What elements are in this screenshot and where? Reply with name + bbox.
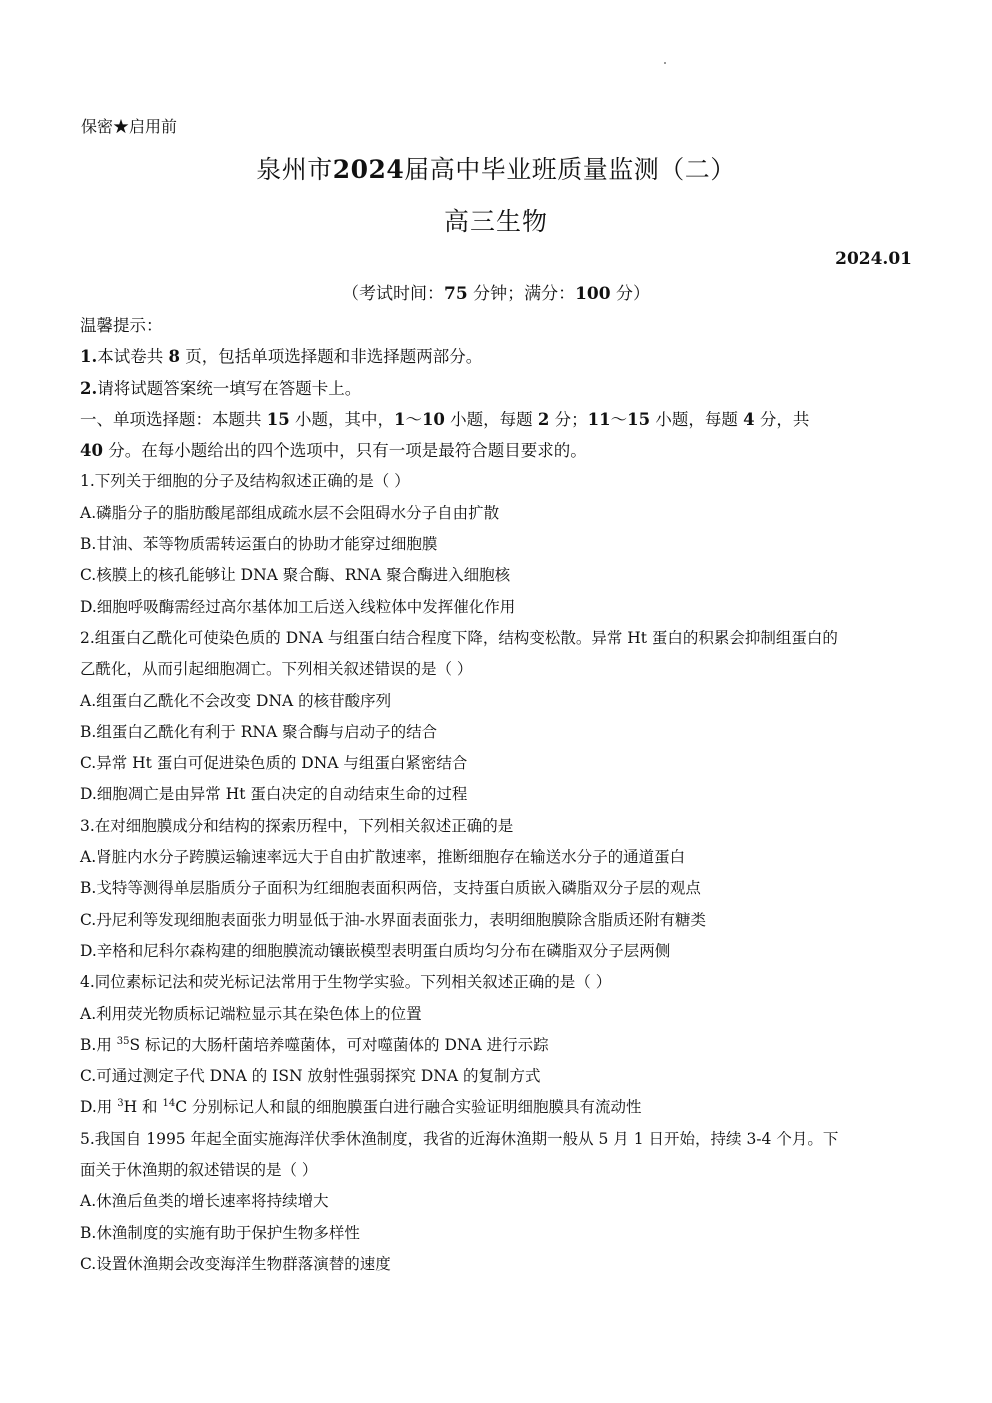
question-stem: 4.同位素标记法和荧光标记法常用于生物学实验。下列相关叙述正确的是（ ） [80,973,612,992]
tip-1-text: 本试卷共 [97,347,169,367]
option-c: C.可通过测定子代 DNA 的 ISN 放射性强弱探究 DNA 的复制方式 [80,1067,541,1086]
question-stem: 3.在对细胞膜成分和结构的探索历程中，下列相关叙述正确的是 [80,816,514,835]
title-suffix: 届高中毕业班质量监测（二） [404,155,736,184]
isotope-mass-35: 35 [116,1035,130,1047]
question-stem: 5.我国自 1995 年起全面实施海洋伏季休渔制度，我省的近海休渔期一般从 5 月 1 日开始，持续 3-4 个月。下 [80,1129,839,1148]
tip-2-number: 2. [80,378,98,398]
exam-content [80,310,913,1280]
section-heading-line-2: 40 分。在每小题给出的四个选项中，只有一项是最符合题目要求的。 [80,441,587,461]
isotope-mass-3: 3 [117,1098,124,1110]
option-d: D.细胞凋亡是由异常 Ht 蛋白决定的自动结束生命的过程 [80,785,468,804]
title-prefix: 泉州市 [256,155,333,184]
question-stem-cont: 乙酰化，从而引起细胞凋亡。下列相关叙述错误的是（ ） [80,660,473,679]
isotope-mass-14: 14 [162,1098,176,1110]
exam-info-part2: 分钟；满分： [473,284,576,304]
option-a: A.利用荧光物质标记端粒显示其在染色体上的位置 [80,1004,422,1023]
question-3 [80,811,913,967]
tips-heading: 温馨提示： [80,316,163,335]
option-a: A.组蛋白乙酰化不会改变 DNA 的核苷酸序列 [80,691,392,710]
question-stem-cont: 面关于休渔期的叙述错误的是（ ） [80,1161,318,1180]
option-b: B.戈特等测得单层脂质分子面积为红细胞表面积两倍，支持蛋白质嵌入磷脂双分子层的观点 [80,879,701,898]
scan-dot [664,62,666,64]
confidential-label: 保密★启用前 [81,117,178,136]
option-d [80,1092,913,1123]
option-c: C.异常 Ht 蛋白可促进染色质的 DNA 与组蛋白紧密结合 [80,754,468,773]
exam-score: 100 [575,284,611,304]
option-d: D.辛格和尼科尔森构建的细胞膜流动镶嵌模型表明蛋白质均匀分布在磷脂双分子层两侧 [80,941,671,960]
question-1 [80,466,913,622]
question-2 [80,623,913,811]
option-a: A.肾脏内水分子跨膜运输速率远大于自由扩散速率，推断细胞存在输送水分子的通道蛋白 [80,848,686,867]
option-d-mid: H 和 [123,1098,163,1117]
option-a: A.磷脂分子的脂肪酸尾部组成疏水层不会阻碍水分子自由扩散 [80,503,500,522]
question-4 [80,967,913,1123]
tip-1-rest: 页，包括单项选择题和非选择题两部分。 [179,347,483,367]
tip-1 [80,341,913,372]
option-b: B.休渔制度的实施有助于保护生物多样性 [80,1223,360,1242]
question-5 [80,1124,913,1280]
option-a: A.休渔后鱼类的增长速率将持续增大 [80,1192,329,1211]
exam-title [0,150,992,186]
option-c: C.核膜上的核孔能够让 DNA 聚合酶、RNA 聚合酶进入细胞核 [80,566,511,585]
tip-1-number: 1. [80,347,98,367]
option-d-post: C 分别标记人和鼠的细胞膜蛋白进行融合实验证明细胞膜具有流动性 [175,1098,642,1117]
option-c: C.设置休渔期会改变海洋生物群落演替的速度 [80,1254,391,1273]
option-b: B.甘油、苯等物质需转运蛋白的协助才能穿过细胞膜 [80,535,438,554]
subject-title: 高三生物 [443,207,548,236]
exam-date: 2024.01 [835,249,912,269]
exam-info [0,279,992,304]
question-stem: 1.下列关于细胞的分子及结构叙述正确的是（ ） [80,472,410,491]
option-d-pre: D.用 [80,1098,118,1117]
title-year: 2024 [332,155,405,184]
option-b: B.组蛋白乙酰化有利于 RNA 聚合酶与启动子的结合 [80,722,438,741]
question-stem: 2.组蛋白乙酰化可使染色质的 DNA 与组蛋白结合程度下降，结构变松散。异常 Ht 蛋白的积累会抑制组蛋白的 [80,628,838,647]
option-b [80,1030,913,1061]
option-b-post: S 标记的大肠杆菌培养噬菌体，可对噬菌体的 DNA 进行示踪 [129,1035,549,1054]
exam-time: 75 [444,284,468,304]
tip-2 [80,373,913,404]
section-heading-line-1: 一、单项选择题：本题共 15 小题，其中，1～10 小题，每题 2 分；11～15 小题，每题 4 分，共 [80,409,810,429]
tip-2-text: 请将试题答案统一填写在答题卡上。 [97,378,362,398]
option-c: C.丹尼利等发现细胞表面张力明显低于油-水界面表面张力，表明细胞膜除含脂质还附有糖类 [80,910,706,929]
option-d: D.细胞呼吸酶需经过高尔基体加工后送入线粒体中发挥催化作用 [80,597,516,616]
option-b-pre: B.用 [80,1035,117,1054]
exam-info-part3: 分） [615,284,650,304]
exam-info-part1: （考试时间： [342,284,444,304]
tip-1-pages: 8 [168,347,180,367]
